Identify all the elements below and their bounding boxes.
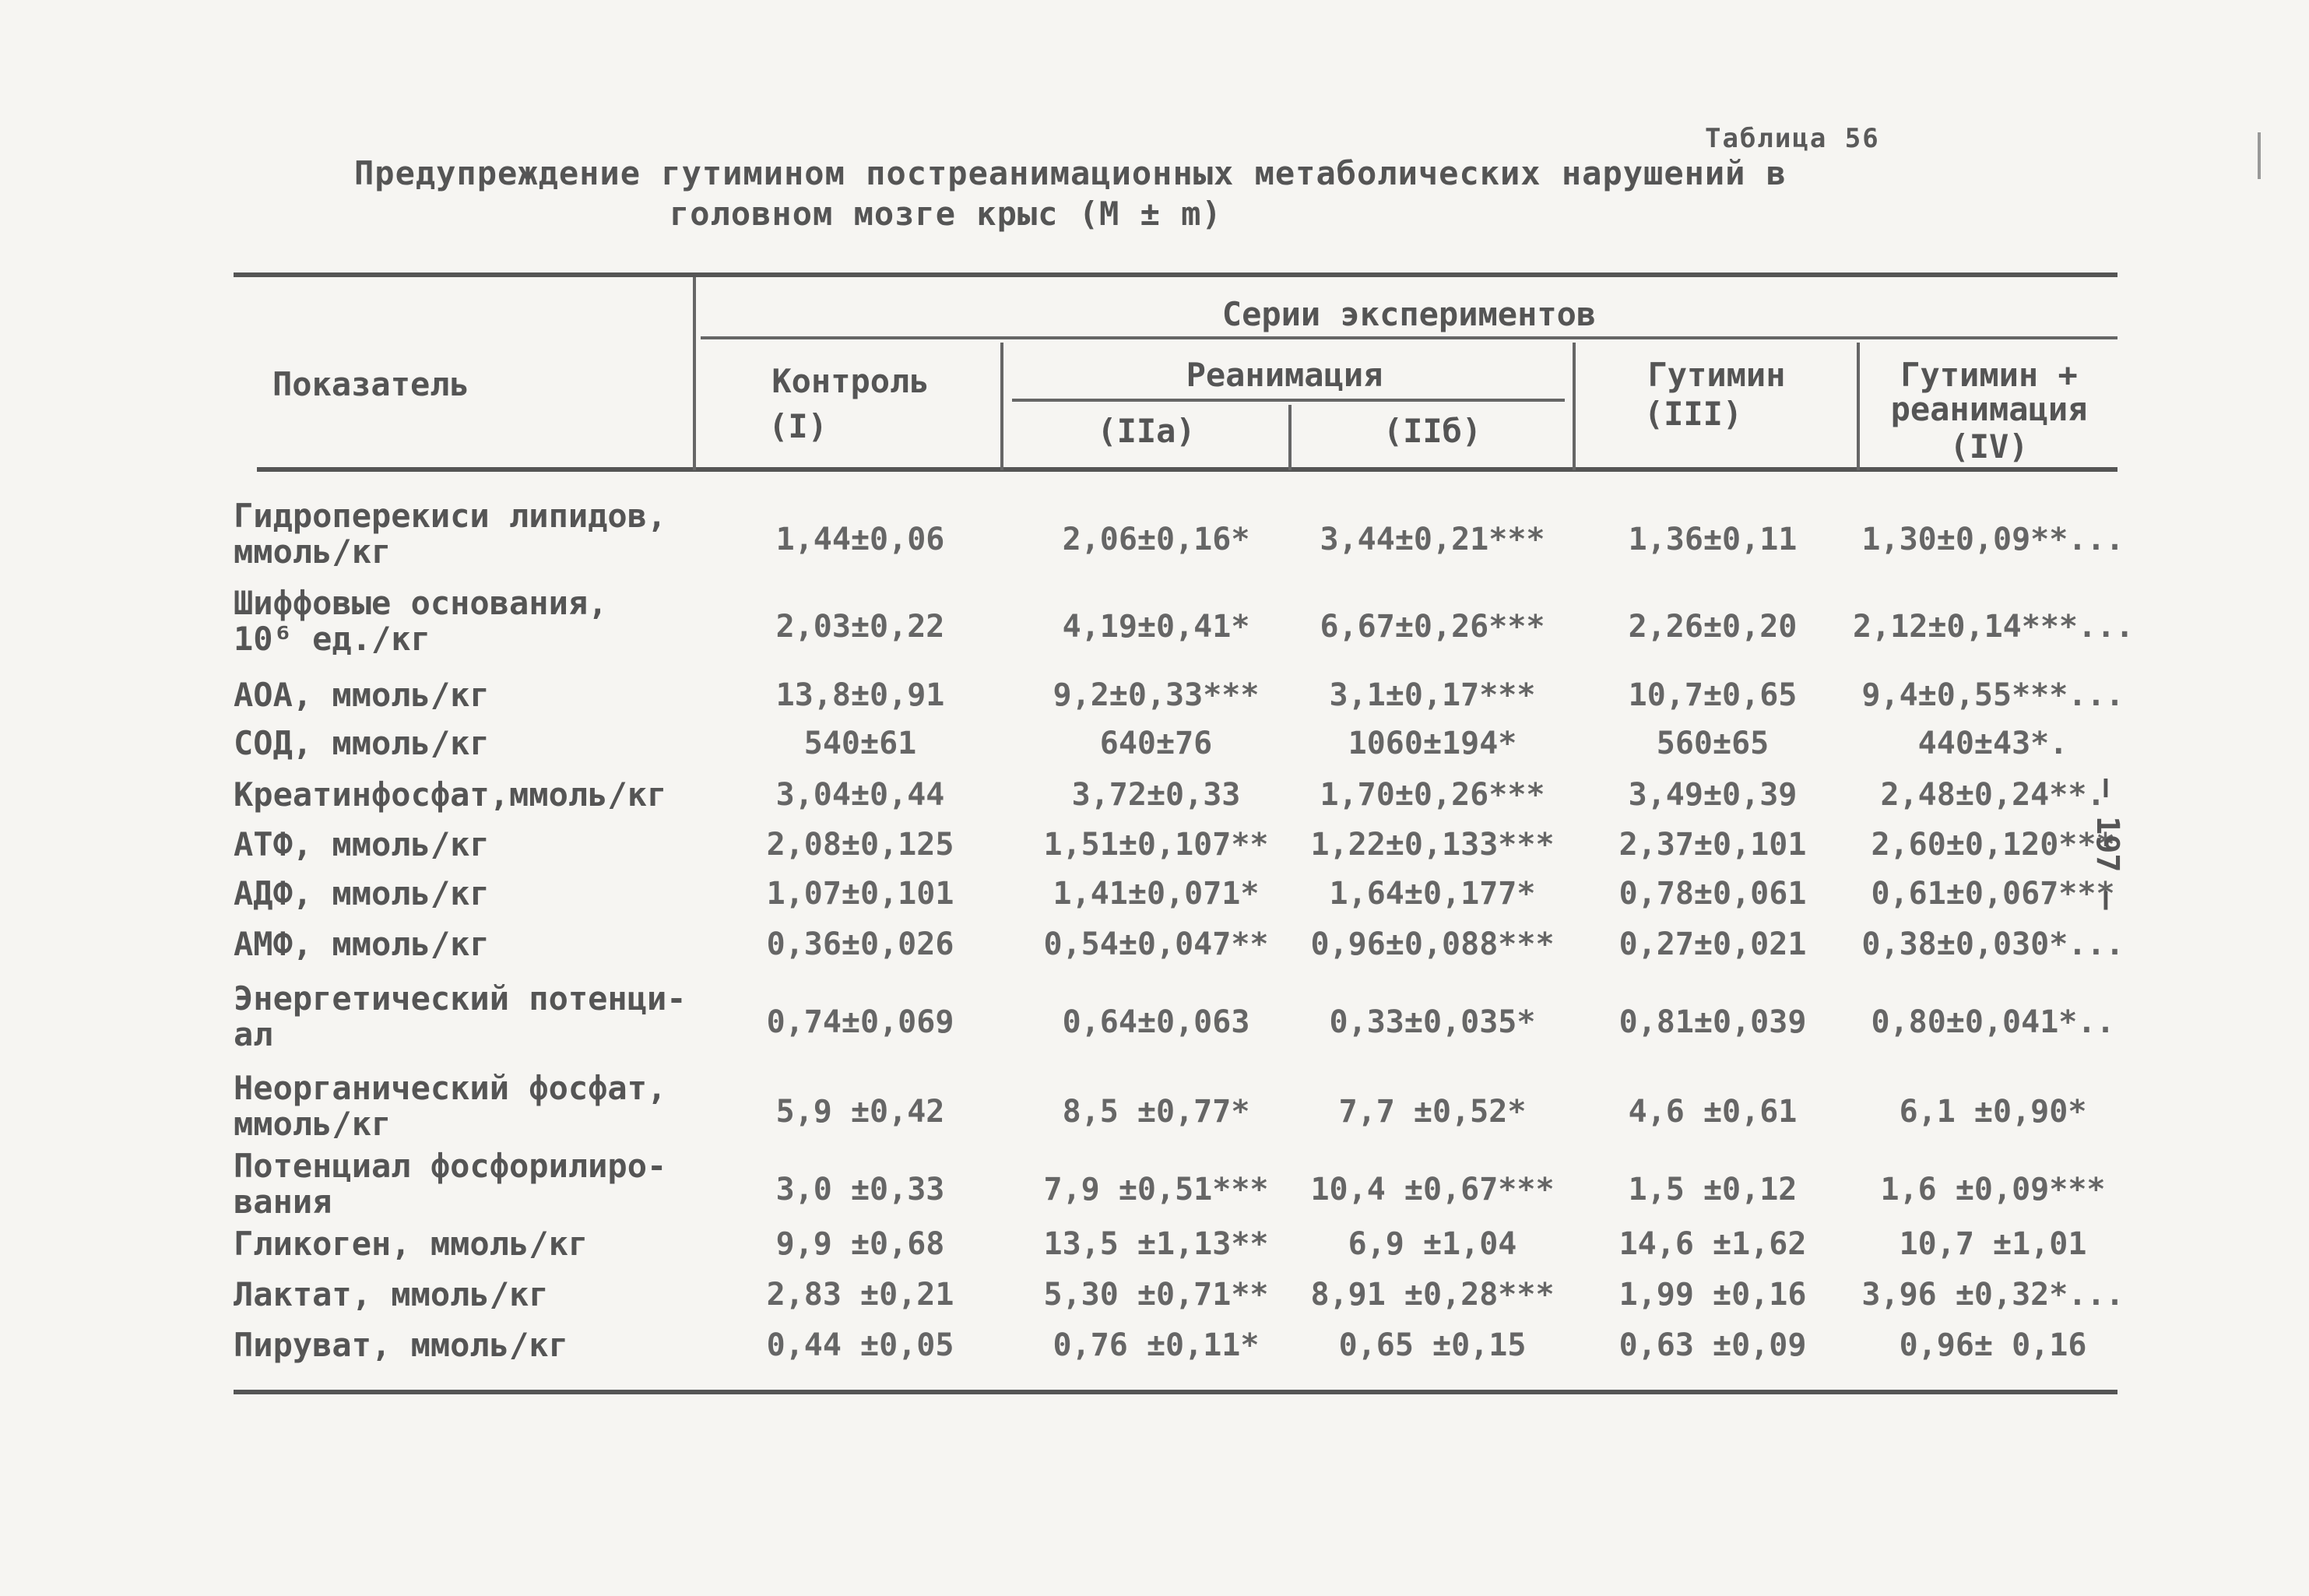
table-cell: 2,37±0,101 [1618,827,1807,863]
top-rule [234,272,2117,277]
table-cell: 1,64±0,177* [1329,876,1536,912]
table-cell: 6,9 ±1,04 [1348,1226,1517,1262]
table-cell: 1,44±0,06 [775,522,945,557]
row-label [234,1070,701,1142]
table-cell: 2,26±0,20 [1628,609,1798,645]
table-cell: 3,72±0,33 [1071,777,1241,813]
row-label [234,498,701,570]
table-cell: 0,64±0,063 [1062,1004,1250,1040]
table-cell: 2,83 ±0,21 [766,1277,954,1313]
row-label [234,585,701,657]
table-cell: 0,38±0,030*... [1861,926,2124,962]
row-label-line: Креатинфосфат,ммоль/кг [234,775,667,814]
table-title-line-1: Предупреждение гутимином постреанимационных метаболических нарушений в [354,154,1787,192]
table-cell: 0,96± 0,16 [1899,1327,2087,1363]
row-label-line: АОА, ммоль/кг [234,676,490,714]
table-cell: 9,2±0,33*** [1053,677,1260,713]
table-cell: 2,60±0,120*** [1871,827,2115,863]
table-cell: 2,08±0,125 [766,827,954,863]
table-cell: 6,67±0,26*** [1320,609,1545,645]
col-divider-2 [1000,343,1003,470]
row-label [234,1327,701,1363]
header-gutimin-code: (III) [1643,395,1743,433]
table-cell: 14,6 ±1,62 [1618,1226,1807,1262]
header-gutimin-plus: Гутимин + [1900,356,2078,394]
row-label-line: СОД, ммоль/кг [234,724,490,762]
table-cell: 1,5 ±0,12 [1628,1172,1798,1208]
table-cell: 10,7 ±1,01 [1899,1226,2087,1262]
col-divider-3 [1288,405,1292,470]
header-reanimation: Реанимация [1186,356,1383,394]
table-cell: 0,54±0,047** [1043,926,1269,962]
table-cell: 3,04±0,44 [775,777,945,813]
table-cell: 9,9 ±0,68 [775,1226,945,1262]
table-cell: 3,49±0,39 [1628,777,1798,813]
table-cell: 13,8±0,91 [775,677,945,713]
table-cell: 3,44±0,21*** [1320,522,1545,557]
table-cell: 1,99 ±0,16 [1618,1277,1807,1313]
row-label-line: АМФ, ммоль/кг [234,925,490,963]
table-cell: 10,7±0,65 [1628,677,1798,713]
table-cell: 0,80±0,041*.. [1871,1004,2115,1040]
row-label-line: Гидроперекиси липидов, [234,497,667,535]
table-cell: 2,03±0,22 [775,609,945,645]
row-label [234,1226,701,1262]
table-cell: 2,48±0,24**. [1880,777,2106,813]
row-label [234,1277,701,1313]
table-cell: 2,12±0,14***... [1853,609,2135,645]
table-title-line-2: головном мозге крыс (M ± m) [670,195,1222,233]
table-cell: 5,30 ±0,71** [1043,1277,1269,1313]
table-cell: 8,5 ±0,77* [1062,1094,1250,1130]
table-cell: 8,91 ±0,28*** [1310,1277,1555,1313]
table-cell: 0,27±0,021 [1618,926,1807,962]
bottom-rule [234,1390,2117,1394]
row-label-line: АТФ, ммоль/кг [234,825,490,863]
table-cell: 0,63 ±0,09 [1618,1327,1807,1363]
header-control: Контроль [771,362,930,400]
table-cell: 10,4 ±0,67*** [1310,1172,1555,1208]
row-label-line: вания [234,1183,332,1221]
table-cell: 0,33±0,035* [1329,1004,1536,1040]
table-cell: 3,0 ±0,33 [775,1172,945,1208]
table-cell: 1,41±0,071* [1053,876,1260,912]
row-label [234,777,701,813]
table-cell: 1,70±0,26*** [1320,777,1545,813]
row-label [234,677,701,713]
header-control-code: (I) [768,407,828,445]
row-label [234,981,701,1053]
row-label-line: ммоль/кг [234,1105,392,1143]
row-label-line: АДФ, ммоль/кг [234,874,490,912]
header-gutimin: Гутимин [1647,356,1786,394]
table-cell: 9,4±0,55***... [1861,677,2124,713]
table-cell: 1,6 ±0,09*** [1880,1172,2106,1208]
table-cell: 0,65 ±0,15 [1338,1327,1527,1363]
table-cell: 1,36±0,11 [1628,522,1798,557]
header-reanimation-b: (IIб) [1383,412,1482,450]
table-cell: 560±65 [1656,726,1770,761]
table-cell: 540±61 [803,726,917,761]
table-cell: 4,19±0,41* [1062,609,1250,645]
header-series: Серии экспериментов [1221,295,1597,333]
row-label-line: ал [234,1015,273,1053]
header-bottom-rule [257,467,2117,472]
table-cell: 0,96±0,088*** [1310,926,1555,962]
table-cell: 0,36±0,026 [766,926,954,962]
row-label-line: ммоль/кг [234,533,392,571]
table-number: Таблица 56 [1705,123,1880,154]
row-label-line: Потенциал фосфорилиро- [234,1147,667,1185]
margin-mark [2258,132,2261,179]
row-label-line: Шиффовые основания, [234,584,608,622]
table-cell: 1,51±0,107** [1043,827,1269,863]
header-indicator: Показатель [272,365,469,403]
table-cell: 440±43*. [1917,726,2068,761]
row-label [234,827,701,863]
table-cell: 1,30±0,09**... [1861,522,2124,557]
page-number: – 197 – [2089,779,2125,910]
row-label-line: 10⁶ ед./кг [234,620,431,658]
row-label [234,876,701,912]
row-label [234,926,701,962]
table-cell: 13,5 ±1,13** [1043,1226,1269,1262]
row-label-line: Пируват, ммоль/кг [234,1326,568,1364]
row-label-line: Неорганический фосфат, [234,1069,667,1107]
table-cell: 0,76 ±0,11* [1053,1327,1260,1363]
col-divider-4 [1573,343,1576,470]
table-cell: 1,07±0,101 [766,876,954,912]
row-label-line: Лактат, ммоль/кг [234,1275,549,1313]
row-label-line: Гликоген, ммоль/кг [234,1225,589,1263]
col-divider-5 [1857,343,1860,470]
table-cell: 2,06±0,16* [1062,522,1250,557]
table-cell: 3,1±0,17*** [1329,677,1536,713]
row-label [234,1148,701,1220]
table-cell: 3,96 ±0,32*... [1861,1277,2124,1313]
table-cell: 7,7 ±0,52* [1338,1094,1527,1130]
table-cell: 1060±194* [1348,726,1517,761]
header-gutimin-plus-code: (IV) [1949,427,2029,466]
table-cell: 6,1 ±0,90* [1899,1094,2087,1130]
reanimation-rule [1012,399,1565,402]
row-label-line: Энергетический потенци- [234,979,687,1018]
table-cell: 0,61±0,067*** [1871,876,2115,912]
row-label [234,726,701,761]
table-cell: 640±76 [1099,726,1213,761]
table-cell: 0,74±0,069 [766,1004,954,1040]
table-cell: 5,9 ±0,42 [775,1094,945,1130]
table-cell: 0,78±0,061 [1618,876,1807,912]
series-rule [701,336,2117,339]
table-cell: 4,6 ±0,61 [1628,1094,1798,1130]
table-cell: 0,81±0,039 [1618,1004,1807,1040]
header-gutimin-plus-2: реанимация [1890,390,2088,428]
table-cell: 1,22±0,133*** [1310,827,1555,863]
table-cell: 7,9 ±0,51*** [1043,1172,1269,1208]
table-cell: 0,44 ±0,05 [766,1327,954,1363]
col-divider-1 [693,277,696,470]
header-reanimation-a: (IIа) [1097,412,1196,450]
